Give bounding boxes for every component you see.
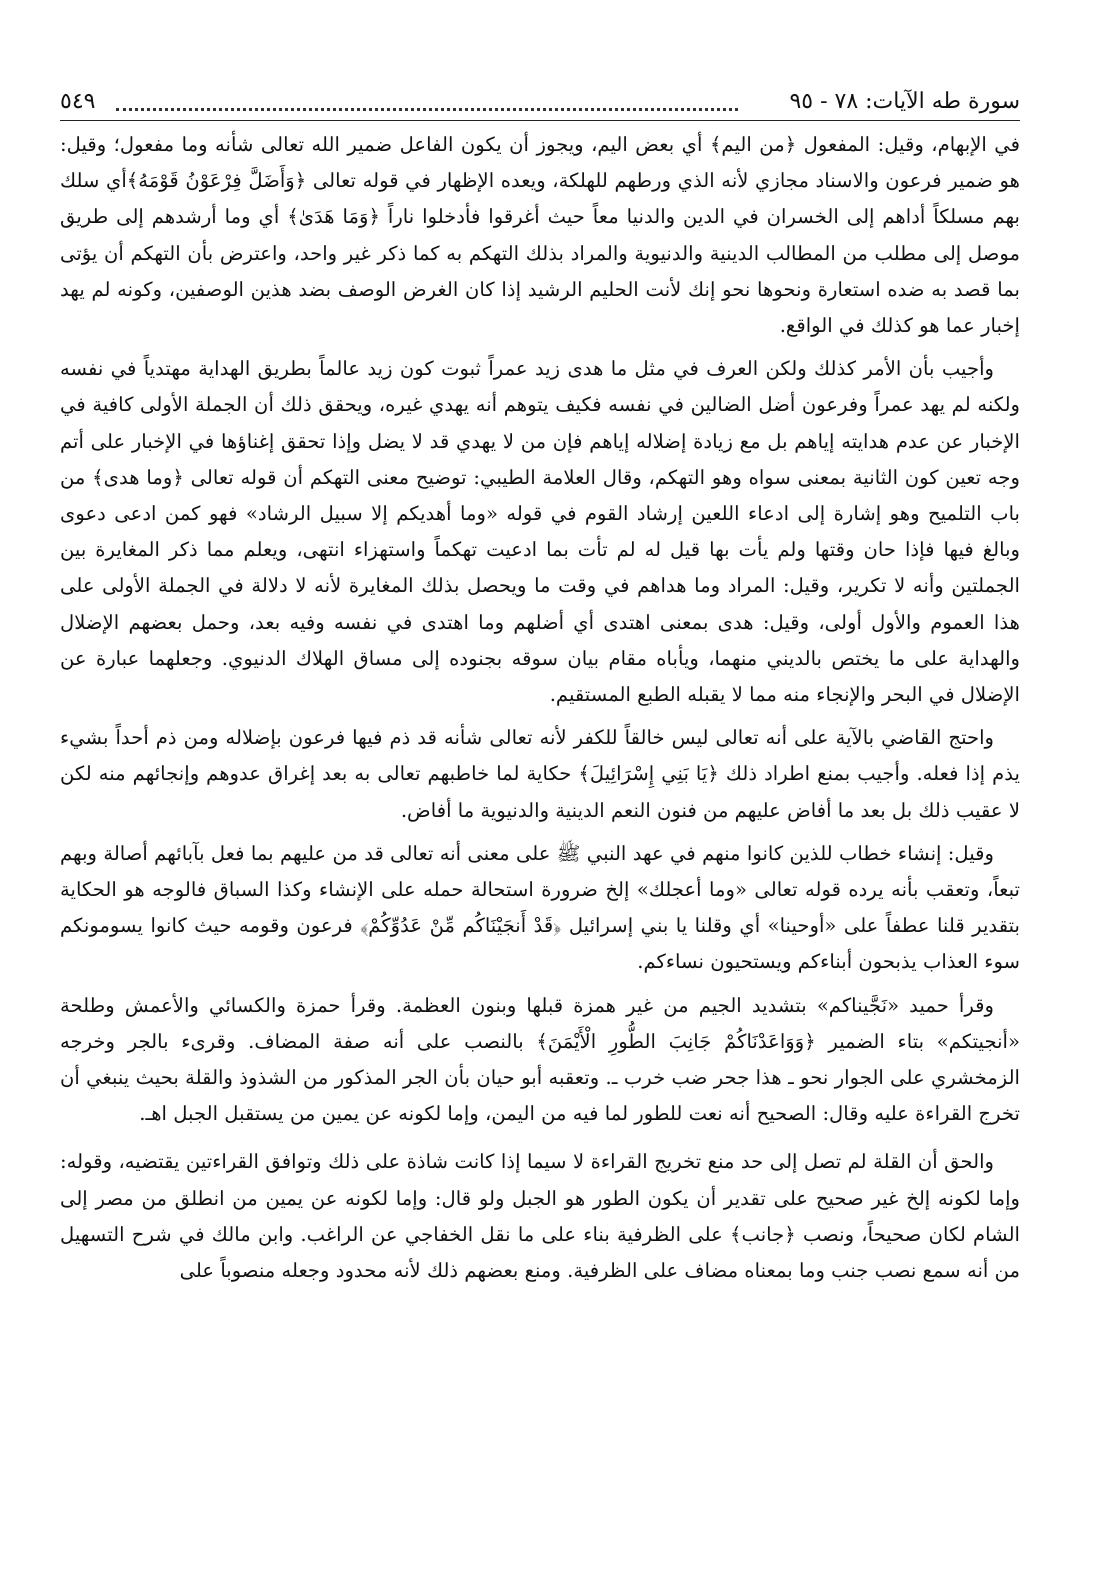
paragraph: في الإبهام، وقيل: المفعول ﴿من اليم﴾ أي بعض اليم، ويجوز أن يكون الفاعل ضمير الله تعالى شأنه وما مفعول؛ وقيل: هو ضمير فرعون والاسناد مجازي لأنه الذي ورطهم للهلكة، ويعده الإظهار في قوله تعالى ﴿وَأَضَلَّ فِرْعَوْنُ قَوْمَهُ﴾أي سلك بهم مسلكاً أداهم إلى الخسران في الدين والدنيا معاً حيث أغرقوا فأدخلوا ناراً ﴿وَمَا هَدَىٰ﴾ أي وما أرشدهم إلى طريق موصل إلى مطلب من المطالب الدينية والدنيوية والمراد بذلك التهكم به كما ذكر غير واحد، واعترض بأن التهكم أن يؤتى بما قصد به ضده استعارة ونحوها نحو إنك لأنت الحليم الرشيد إذا كان الغرض الوصف بضد هذين الوصفين، وكونه لم يهد إخبار عما هو كذلك في الواقع. [60,133,1020,338]
paragraph: واحتج القاضي بالآية على أنه تعالى ليس خالقاً للكفر لأنه تعالى شأنه قد ذم فيها فرعون بإضلاله ومن ذم أحداً بشيء يذم إذا فعله. وأجيب بمنع اطراد ذلك ﴿يَا بَنِي إِسْرَائِيلَ﴾ حكاية لما خاطبهم تعالى به بعد إغراق عدوهم وإنجائهم منه لكن لا عقيب ذلك بل بعد ما أفاض عليهم من فنون النعم الدينية والدنيوية ما أفاض. [60,726,1020,822]
paragraph: وقيل: إنشاء خطاب للذين كانوا منهم في عهد النبي ﷺ على معنى أنه تعالى قد من عليهم بما فعل بآبائهم أصالة وبهم تبعاً، وتعقب بأنه يرده قوله تعالى «وما أعجلك» إلخ ضرورة استحالة حمله على الإنشاء وكذا السباق فالوجه هو الحكاية بتقدير قلنا عطفاً على «أوحينا» أي وقلنا يا بني إسرائيل ﴿قَدْ أَنجَيْنَاكُم مِّنْ عَدُوِّكُمْ﴾ فرعون وقومه حيث كانوا يسومونكم سوء العذاب يذبحون أبناءكم ويستحيون نساءكم. [60,841,1020,974]
paragraph: وقرأ حميد «نَجَّيناكم» بتشديد الجيم من غير همزة قبلها وبنون العظمة. وقرأ حمزة والكسائي والأعمش وطلحة «أنجيتكم» بتاء الضمير ﴿وَوَاعَدْنَاكُمْ جَانِبَ الطُّورِ الْأَيْمَنَ﴾ بالنصب على أنه صفة المضاف. وقرىء بالجر وخرجه الزمخشري على الجوار نحو ـ هذا جحر ضب خرب ـ. وتعقبه أبو حيان بأن الجر المذكور من الشذوذ والقلة بحيث ينبغي أن تخرج القراءة عليه وقال: الصحيح أنه نعت للطور لما فيه من اليمن، وإما لكونه عن يمين من يستقبل الجبل اهـ. [60,993,1020,1126]
paragraph: والحق أن القلة لم تصل إلى حد منع تخريج القراءة لا سيما إذا كانت شاذة على ذلك وتوافق القراءتين يقتضيه، وقوله: وإما لكونه إلخ غير صحيح على تقدير أن يكون الطور هو الجبل ولو قال: وإما لكونه عن يمين من انطلق من مصر إلى الشام لكان صحيحاً، ونصب ﴿جانب﴾ على الظرفية بناء على ما نقل الخفاجي عن الراغب. وابن مالك في شرح التسهيل من أنه سمع نصب جنب وما بمعناه مضاف على الظرفية. ومنع بعضهم ذلك لأنه محدود وجعله منصوباً على [60,1150,1020,1283]
body-text [60,127,1020,1289]
page-number: ٥٤٩ [60,89,96,114]
paragraph: وأجيب بأن الأمر كذلك ولكن العرف في مثل ما هدى زيد عمراً ثبوت كون زيد عالماً بطريق الهداية مهتدياً في نفسه ولكنه لم يهد عمراً وفرعون أضل الضالين في نفسه فكيف يتوهم أنه يهدي غيره، ويحقق ذلك أن الجملة الأولى كافية في الإخبار عن عدم هدايته إياهم بل مع زيادة إضلاله إياهم فإن من لا يهدي قد لا يضل وإذا تحقق إغناؤها في الإخبار على أتم وجه تعين كون الثانية بمعنى سواه وهو التهكم، وقال العلامة الطيبي: توضيح معنى التهكم أن قوله تعالى ﴿وما هدى﴾ من باب التلميح وهو إشارة إلى ادعاء اللعين إرشاد القوم في قوله «وما أهديكم إلا سبيل الرشاد» فهو كمن ادعى دعوى وبالغ فيها فإذا حان وقتها ولم يأت بها قيل له لم تأت بما ادعيت تهكماً واستهزاء انتهى، ويعلم مما ذكر المغايرة بين الجملتين وأنه لا تكرير، وقيل: المراد وما هداهم في وقت ما ويحصل بذلك المغايرة لأنه لا دلالة في الجملة الأولى على هذا العموم والأول أولى، وقيل: هدى بمعنى اهتدى أي أضلهم وما اهتدى في نفسه وفيه بعد، وحمل بعضهم الإضلال والهداية على ما يختص بالديني منهما، ويأباه مقام بيان سوقه بجنوده إلى مساق الهلاك الدنيوي. وجعلهما عبارة عن الإضلال في البحر والإنجاء منه مما لا يقبله الطبع المستقيم. [60,357,1020,707]
running-header [60,84,1020,121]
page [60,84,1020,1296]
running-title: سورة طه الآيات: ٧٨ - ٩٥ [789,89,1020,114]
dotted-leader [116,108,738,111]
